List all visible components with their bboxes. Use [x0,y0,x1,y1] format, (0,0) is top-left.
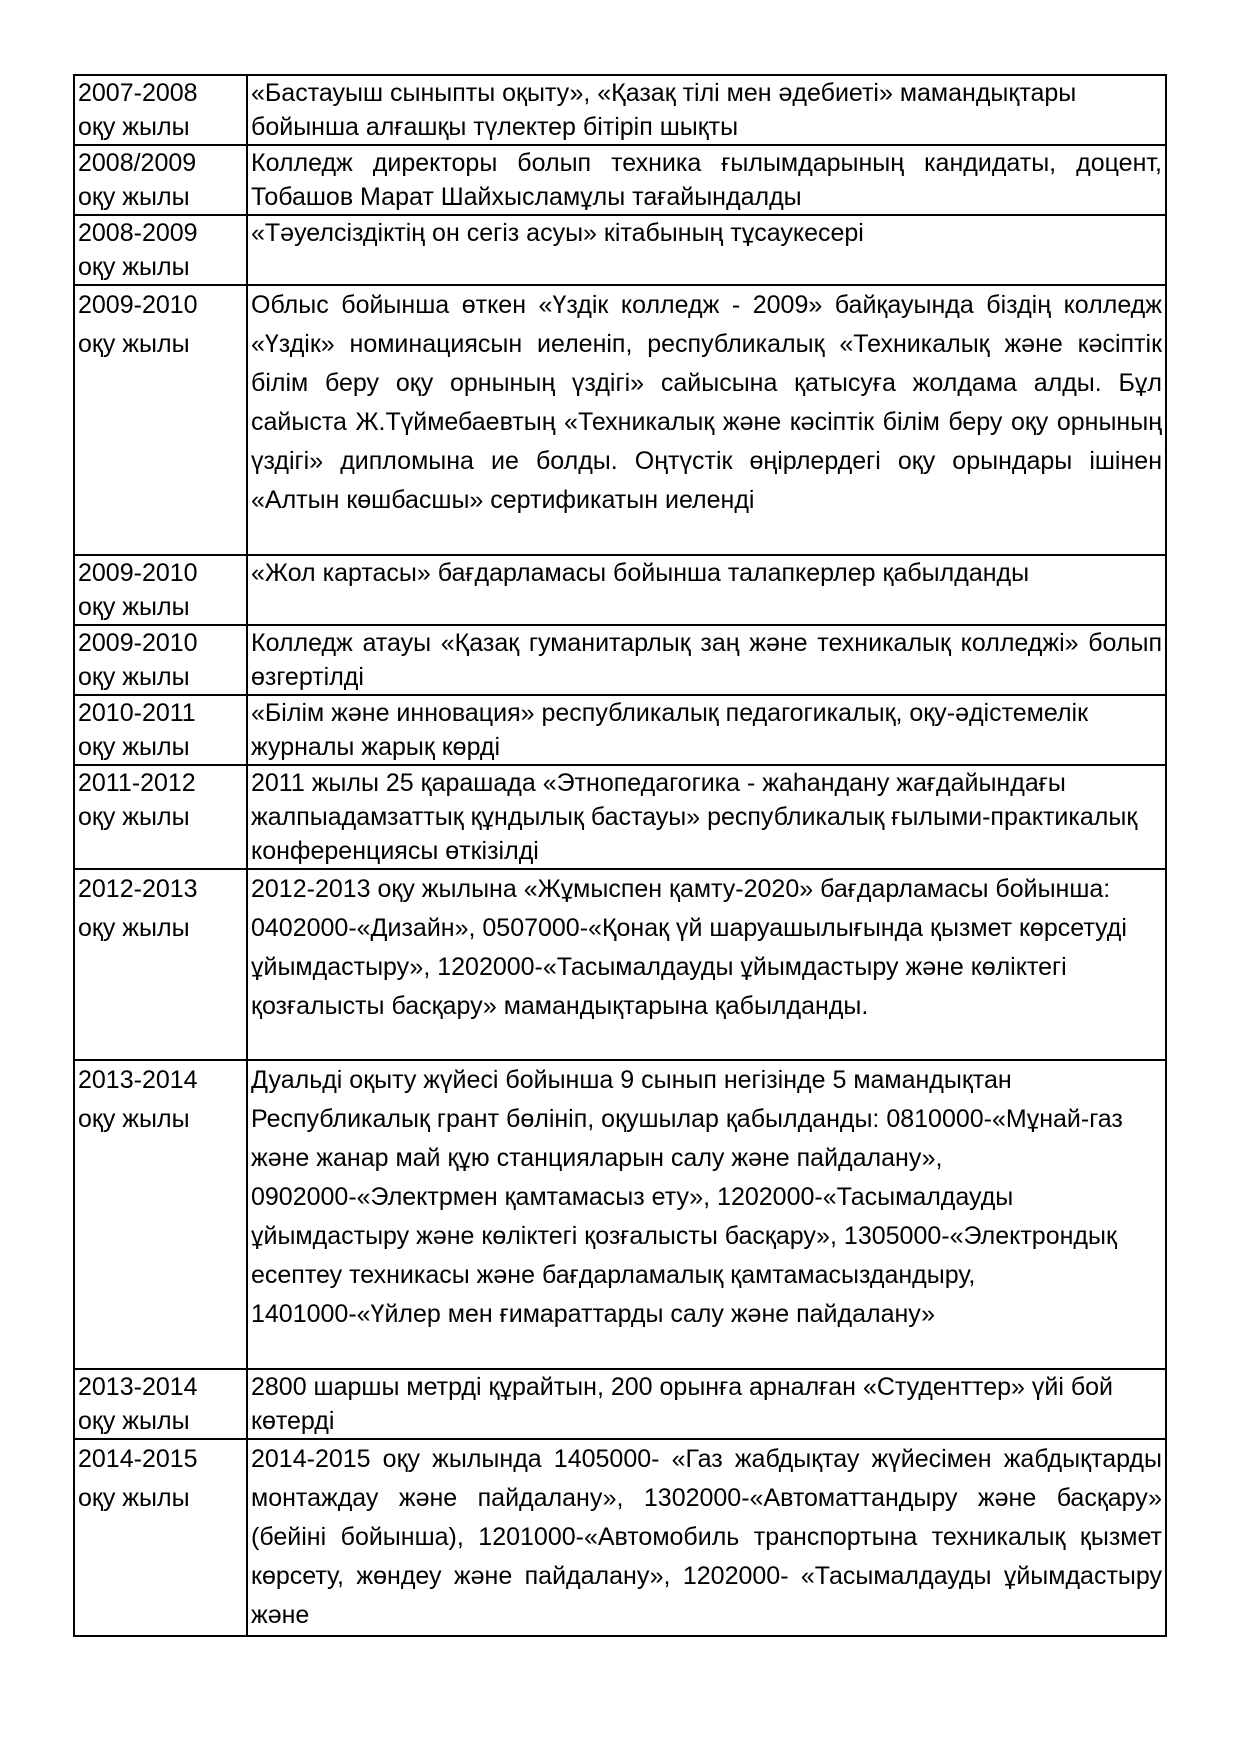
academic-year: 2010-2011 [78,699,196,727]
year-cell [74,145,247,215]
table-row [74,625,1166,695]
academic-year: 2014-2015 [78,1445,198,1473]
history-timeline-table [73,74,1167,1637]
year-cell [74,1369,247,1439]
academic-year: 2013-2014 [78,1066,198,1094]
table-row [74,1369,1166,1439]
table-row [74,215,1166,285]
year-cell [74,75,247,145]
academic-year-unit: оқу жылы [78,593,190,621]
event-cell: Облыс бойынша өткен «Үздік колледж - 2009» байқауында біздің колледж «Үздік» номинациясын иеленіп, республикалық «Техникалық және кәсіптік білім беру оқу орнының үздігі» сайысына қатысуға жолдама алды. Бұл сайыста Ж.Түймебаевтың «Техникалық және кәсіптік білім беру оқу орнының үздігі» дипломына ие болды. Оңтүстік өңірлердегі оқу орындары ішінен «Алтын көшбасшы» сертификатын иеленді [247,285,1166,555]
event-cell: 2012-2013 оқу жылына «Жұмыспен қамту-2020» бағдарламасы бойынша: 0402000-«Дизайн», 0507000-«Қонақ үй шаруашылығында қызмет көрсетуді ұйымдастыру», 1202000-«Тасымалдауды ұйымдастыру және көліктегі қозғалысты басқару» мамандықтарына қабылданды. [247,869,1166,1060]
academic-year-unit: оқу жылы [78,1407,190,1435]
event-cell: Колледж директоры болып техника ғылымдарының кандидаты, доцент, Тобашов Марат Шайхысламұлы тағайындалды [247,145,1166,215]
academic-year: 2012-2013 [78,875,198,903]
table-row [74,75,1166,145]
year-cell [74,1060,247,1369]
academic-year-unit: оқу жылы [78,803,190,831]
academic-year-unit: оқу жылы [78,733,190,761]
event-cell: 2800 шаршы метрді құрайтын, 200 орынға арналған «Студенттер» үйі бой көтерді [247,1369,1166,1439]
year-cell [74,695,247,765]
event-cell: Дуальді оқыту жүйесі бойынша 9 сынып негізінде 5 мамандықтан Республикалық грант бөлініп, оқушылар қабылданды: 0810000-«Мұнай-газ және жанар май құю станцияларын салу және пайдалану», 0902000-«Электрмен қамтамасыз ету», 1202000-«Тасымалдауды ұйымдастыру және көліктегі қозғалысты басқару», 1305000-«Электрондық есептеу техникасы және бағдарламалық қамтамасыздандыру, 1401000-«Үйлер мен ғимараттарды салу және пайдалану» [247,1060,1166,1369]
year-cell [74,869,247,1060]
table-row [74,695,1166,765]
table-row [74,285,1166,555]
table-row [74,869,1166,1060]
event-cell: «Білім және инновация» республикалық педагогикалық, оқу-әдістемелік журналы жарық көрді [247,695,1166,765]
event-cell: «Жол картасы» бағдарламасы бойынша талапкерлер қабылданды [247,555,1166,625]
event-cell: «Бастауыш сыныпты оқыту», «Қазақ тілі мен әдебиеті» мамандықтары бойынша алғашқы түлектер бітіріп шықты [247,75,1166,145]
academic-year: 2011-2012 [78,769,196,797]
academic-year: 2009-2010 [78,629,198,657]
academic-year: 2008-2009 [78,219,198,247]
event-cell: Колледж атауы «Қазақ гуманитарлық заң және техникалық колледжі» болып өзгертілді [247,625,1166,695]
academic-year: 2008/2009 [78,149,197,177]
table-row [74,765,1166,869]
year-cell [74,285,247,555]
academic-year-unit: оқу жылы [78,183,190,211]
academic-year-unit: оқу жылы [78,330,190,358]
year-cell [74,215,247,285]
year-cell [74,555,247,625]
academic-year-unit: оқу жылы [78,113,190,141]
academic-year: 2007-2008 [78,79,198,107]
table-row [74,555,1166,625]
year-cell [74,765,247,869]
academic-year-unit: оқу жылы [78,663,190,691]
year-cell [74,1439,247,1636]
table-row [74,1439,1166,1636]
academic-year: 2009-2010 [78,291,198,319]
year-cell [74,625,247,695]
event-cell: 2014-2015 оқу жылында 1405000- «Газ жабдықтау жүйесімен жабдықтарды монтаждау және пайдалану», 1302000-«Автоматтандыру және басқару» (бейіні бойынша), 1201000-«Автомобиль транспортына техникалық қызмет көрсету, жөндеу және пайдалану», 1202000- «Тасымалдауды ұйымдастыру және [247,1439,1166,1636]
academic-year-unit: оқу жылы [78,1105,190,1133]
table-row [74,145,1166,215]
event-cell: 2011 жылы 25 қарашада «Этнопедагогика - жаһандану жағдайындағы жалпыадамзаттық құндылық бастауы» республикалық ғылыми-практикалық конференциясы өткізілді [247,765,1166,869]
academic-year-unit: оқу жылы [78,1484,190,1512]
academic-year: 2009-2010 [78,559,198,587]
table-row [74,1060,1166,1369]
academic-year: 2013-2014 [78,1373,198,1401]
academic-year-unit: оқу жылы [78,914,190,942]
academic-year-unit: оқу жылы [78,253,190,281]
event-cell: «Тәуелсіздіктің он сегіз асуы» кітабының тұсаукесері [247,215,1166,285]
